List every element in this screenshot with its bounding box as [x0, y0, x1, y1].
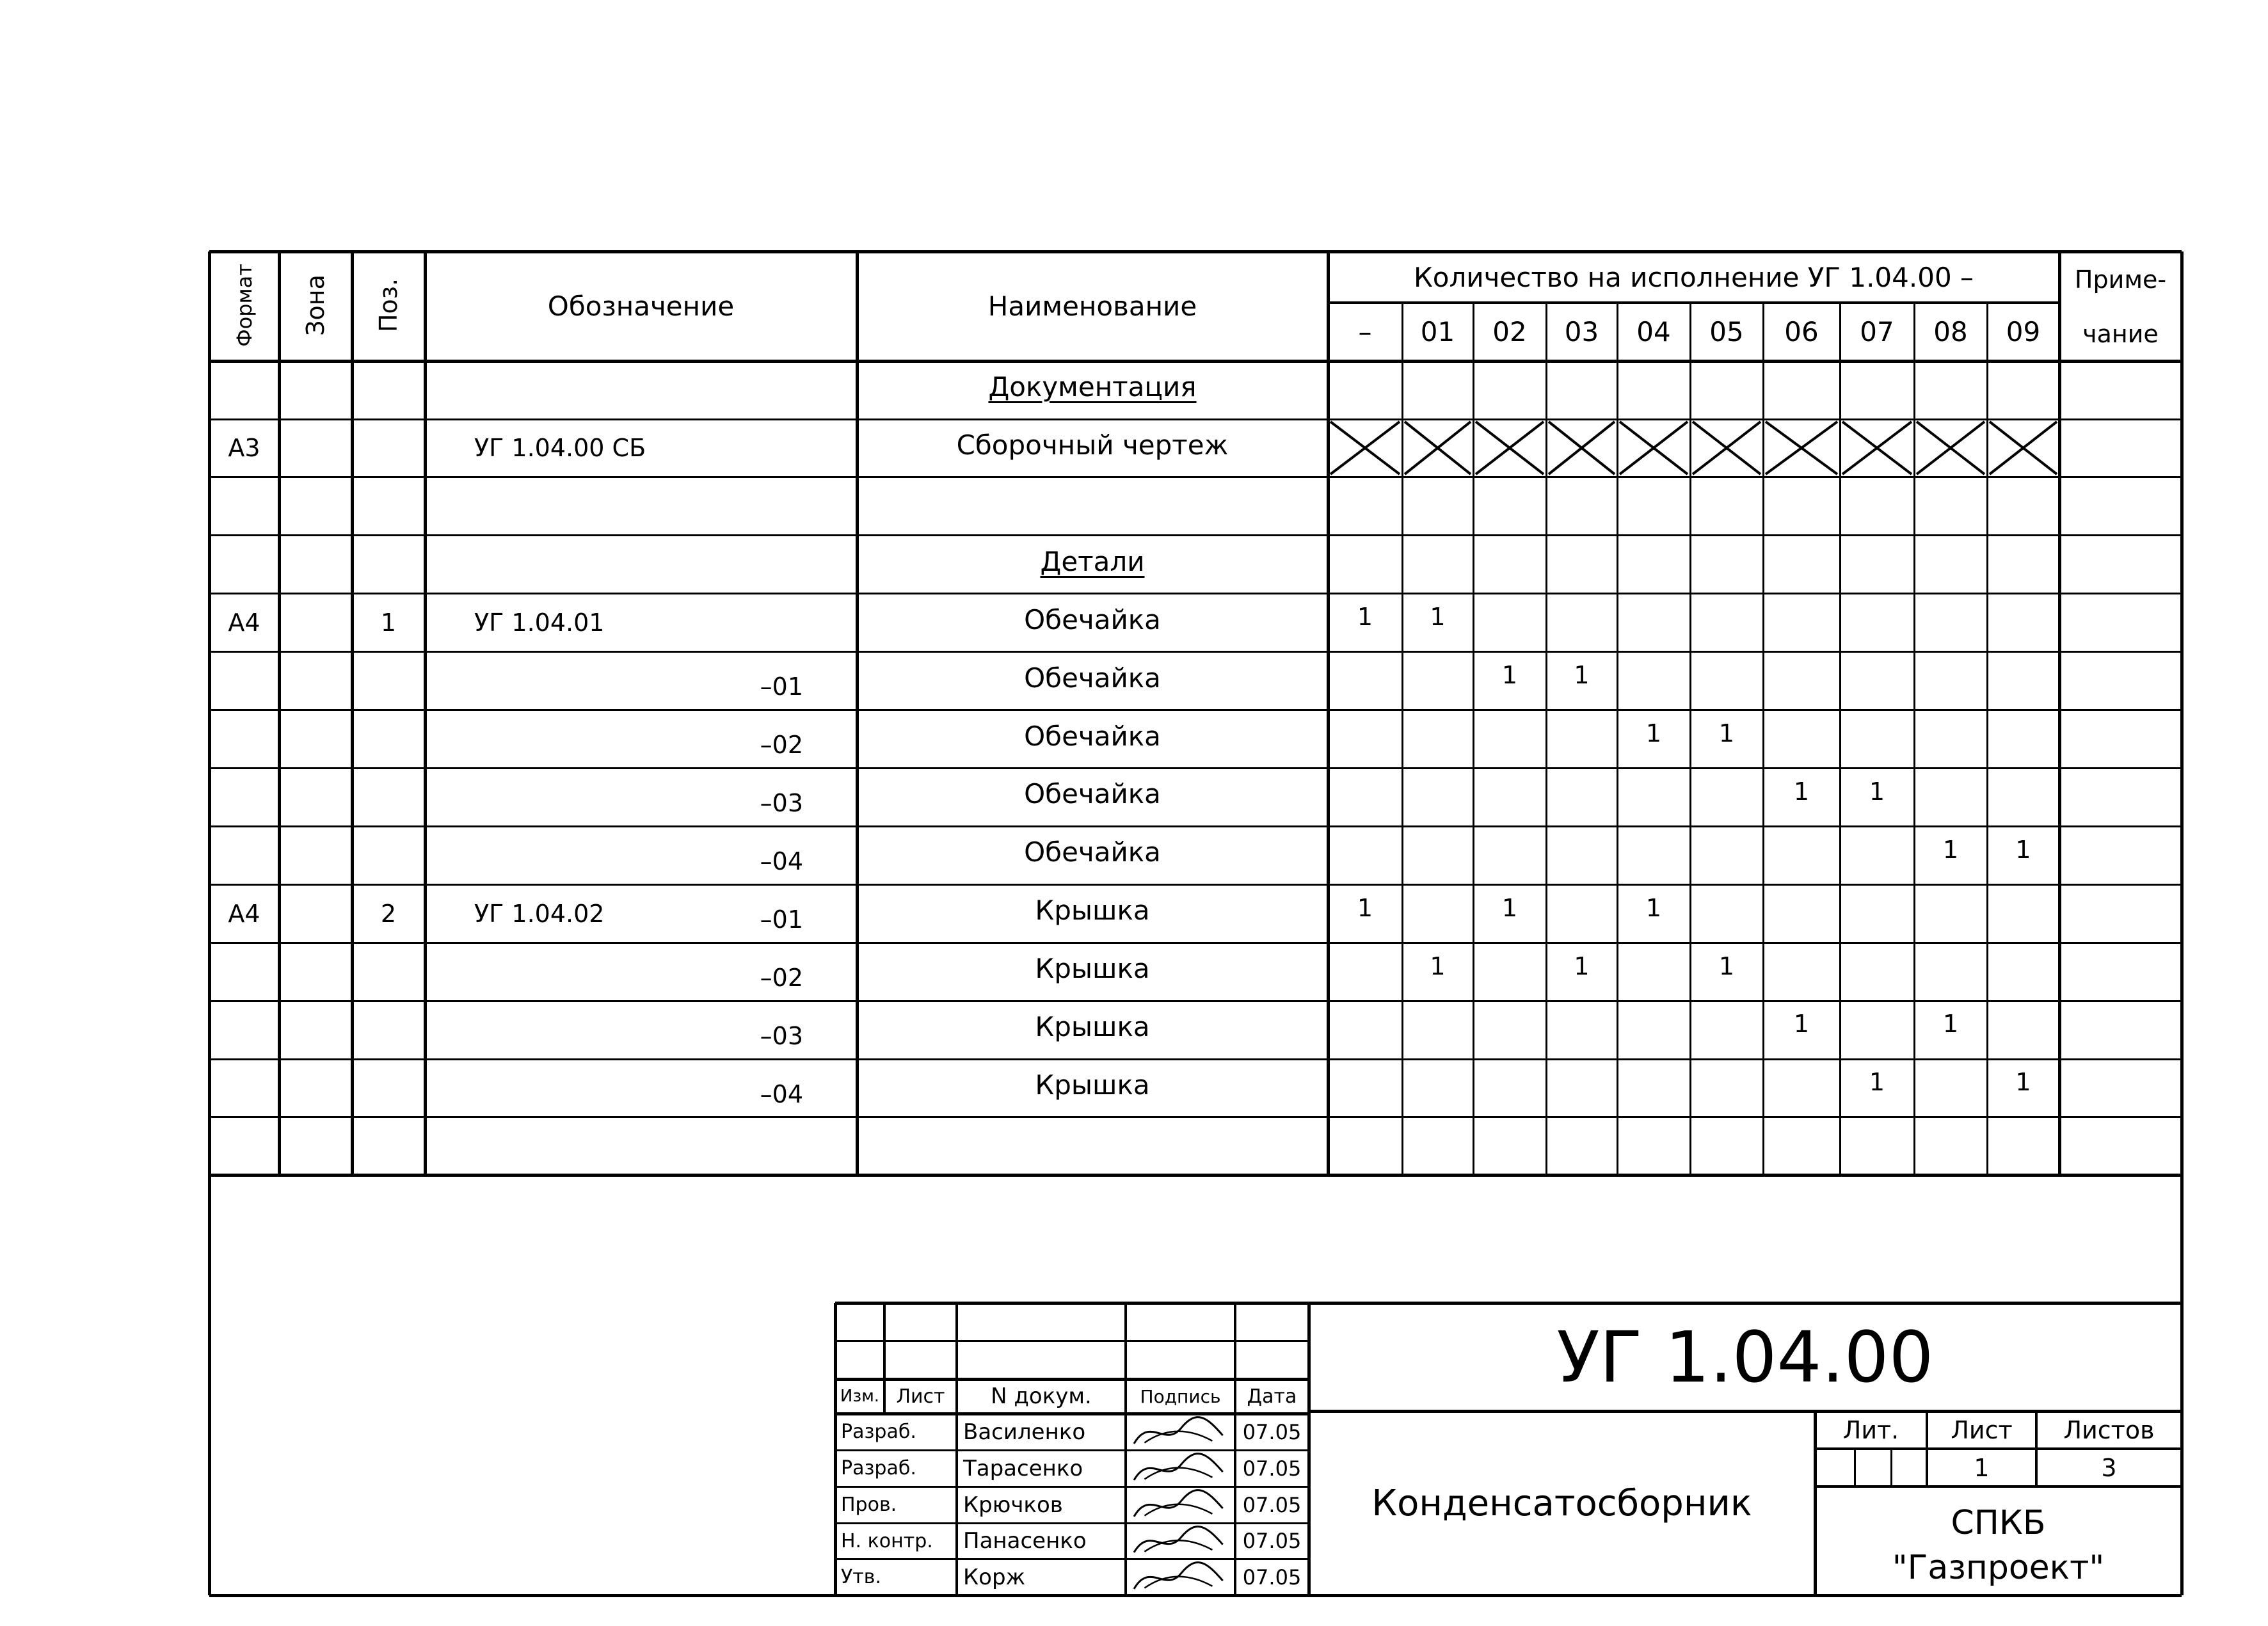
signature-date: 07.05	[1242, 1565, 1302, 1590]
document-code: УГ 1.04.00	[1556, 1316, 1934, 1398]
column-line	[424, 251, 427, 1175]
lit-cell-divider	[1890, 1449, 1892, 1487]
sheets-count: 3	[2101, 1453, 2117, 1482]
row-line	[209, 1116, 2182, 1118]
not-applicable-cross	[1617, 419, 1690, 477]
note-column-header-line1: Приме-	[2074, 265, 2167, 294]
designation-column-header: Обозначение	[547, 291, 735, 322]
qty-cell: 1	[1645, 719, 1662, 747]
row-format: А3	[228, 434, 260, 462]
organization-line1: СПКБ	[1951, 1503, 2046, 1542]
row-format: А4	[228, 608, 260, 637]
variant-header-9: 09	[2006, 316, 2041, 347]
row-designation: УГ 1.04.02	[474, 899, 605, 928]
sheet-label: Лист	[1951, 1415, 2013, 1444]
signatory-name: Панасенко	[963, 1528, 1087, 1554]
qty-cell: 1	[1357, 602, 1373, 631]
handwritten-signature	[1129, 1523, 1233, 1559]
row-designation: УГ 1.04.00 СБ	[474, 434, 646, 462]
qty-cell: 1	[1793, 1010, 1810, 1038]
row-designation-suffix: –01	[760, 672, 803, 701]
pos-column-header: Поз.	[374, 278, 403, 333]
row-designation-suffix: –03	[760, 1021, 803, 1050]
handwritten-signature	[1129, 1487, 1233, 1523]
row-position: 2	[380, 899, 397, 928]
qty-cell: 1	[1501, 660, 1518, 689]
qty-cell: 1	[1645, 893, 1662, 922]
variant-header-8: 08	[1933, 316, 1968, 347]
not-applicable-cross	[1763, 419, 1840, 477]
row-name: Крышка	[1035, 953, 1150, 984]
quantity-column-header: Количество на исполнение УГ 1.04.00 –	[1413, 261, 1974, 293]
not-applicable-cross	[1328, 419, 1402, 477]
qty-cell: 1	[1942, 835, 1959, 864]
qty-cell: 1	[2015, 835, 2031, 864]
izm-label: Изм.	[840, 1387, 880, 1406]
sheets-label: Листов	[2063, 1415, 2155, 1444]
ndoc-label: N докум.	[991, 1383, 1092, 1409]
qty-cell: 1	[1430, 952, 1446, 980]
qty-cell: 1	[1574, 660, 1590, 689]
not-applicable-cross	[1690, 419, 1763, 477]
qty-cell: 1	[1869, 777, 1885, 806]
row-name: Крышка	[1035, 1069, 1150, 1101]
name-column-header: Наименование	[987, 291, 1197, 322]
not-applicable-cross	[1402, 419, 1473, 477]
qty-cell: 1	[1718, 719, 1735, 747]
format-column-header: Формат	[232, 264, 257, 347]
row-designation: УГ 1.04.01	[474, 608, 605, 637]
qty-cell: 1	[1942, 1010, 1959, 1038]
row-position: 1	[380, 608, 397, 637]
row-designation-suffix: –01	[760, 905, 803, 934]
not-applicable-cross	[1840, 419, 1914, 477]
sheet-number: 1	[1974, 1453, 1990, 1482]
lit-label: Лит.	[1842, 1415, 1899, 1444]
row-name: Обечайка	[1024, 604, 1161, 635]
product-name: Конденсатосборник	[1371, 1482, 1752, 1524]
qty-cell: 1	[1793, 777, 1810, 806]
row-name: Крышка	[1035, 895, 1150, 926]
signatory-role: Н. контр.	[841, 1529, 933, 1552]
qty-cell: 1	[1718, 952, 1735, 980]
note-column-header-line2: чание	[2082, 320, 2159, 348]
signatory-name: Крючков	[963, 1492, 1063, 1518]
signatory-name: Корж	[963, 1564, 1026, 1590]
signatory-role: Утв.	[841, 1566, 881, 1588]
handwritten-signature	[1129, 1559, 1233, 1595]
section-heading: Детали	[1040, 546, 1145, 577]
row-name: Обечайка	[1024, 720, 1161, 752]
not-applicable-cross	[1914, 419, 1987, 477]
column-line	[351, 251, 354, 1175]
signature-label: Подпись	[1140, 1385, 1221, 1407]
column-line	[2058, 251, 2061, 1175]
signatory-role: Разраб.	[841, 1457, 916, 1479]
variant-header-5: 05	[1709, 316, 1744, 347]
row-name: Крышка	[1035, 1011, 1150, 1042]
not-applicable-cross	[1987, 419, 2059, 477]
signatory-role: Разраб.	[841, 1421, 916, 1443]
qty-cell: 1	[1574, 952, 1590, 980]
row-designation-suffix: –04	[760, 847, 803, 875]
organization-line2: "Газпроект"	[1892, 1549, 2105, 1587]
qty-cell: 1	[2015, 1067, 2031, 1096]
variant-header-1: 01	[1420, 316, 1455, 347]
not-applicable-cross	[1473, 419, 1546, 477]
row-name: Сборочный чертеж	[956, 429, 1229, 461]
variant-header-3: 03	[1564, 316, 1599, 347]
signature-date: 07.05	[1242, 1419, 1302, 1444]
signature-row-line	[835, 1340, 1309, 1342]
row-designation-suffix: –04	[760, 1080, 803, 1108]
qty-cell: 1	[1430, 602, 1446, 631]
variant-header-6: 06	[1784, 316, 1819, 347]
handwritten-signature	[1129, 1414, 1233, 1450]
not-applicable-cross	[1546, 419, 1617, 477]
variant-header-4: 04	[1636, 316, 1671, 347]
signature-date: 07.05	[1242, 1492, 1302, 1517]
signatory-name: Василенко	[963, 1419, 1086, 1445]
list-label: Лист	[896, 1385, 945, 1408]
variant-header-7: 07	[1860, 316, 1894, 347]
qty-cell: 1	[1501, 893, 1518, 922]
zone-column-header: Зона	[301, 275, 330, 336]
section-heading: Документация	[988, 371, 1197, 403]
row-designation-suffix: –03	[760, 788, 803, 817]
row-designation-suffix: –02	[760, 730, 803, 759]
table-bottom-line	[209, 1174, 2182, 1177]
row-format: А4	[228, 899, 260, 928]
row-designation-suffix: –02	[760, 963, 803, 992]
signatory-name: Тарасенко	[963, 1455, 1083, 1481]
date-label: Дата	[1247, 1385, 1297, 1408]
signatory-role: Пров.	[841, 1494, 897, 1516]
row-name: Обечайка	[1024, 778, 1161, 809]
lit-cell-divider	[1854, 1449, 1856, 1487]
variant-header-2: 02	[1492, 316, 1527, 347]
qty-cell: 1	[1869, 1067, 1885, 1096]
handwritten-signature	[1129, 1450, 1233, 1487]
row-name: Обечайка	[1024, 836, 1161, 868]
column-line	[278, 251, 281, 1175]
qty-cell: 1	[1357, 893, 1373, 922]
signature-date: 07.05	[1242, 1456, 1302, 1481]
variant-header-0: –	[1358, 316, 1372, 347]
row-name: Обечайка	[1024, 662, 1161, 694]
signature-date: 07.05	[1242, 1529, 1302, 1553]
